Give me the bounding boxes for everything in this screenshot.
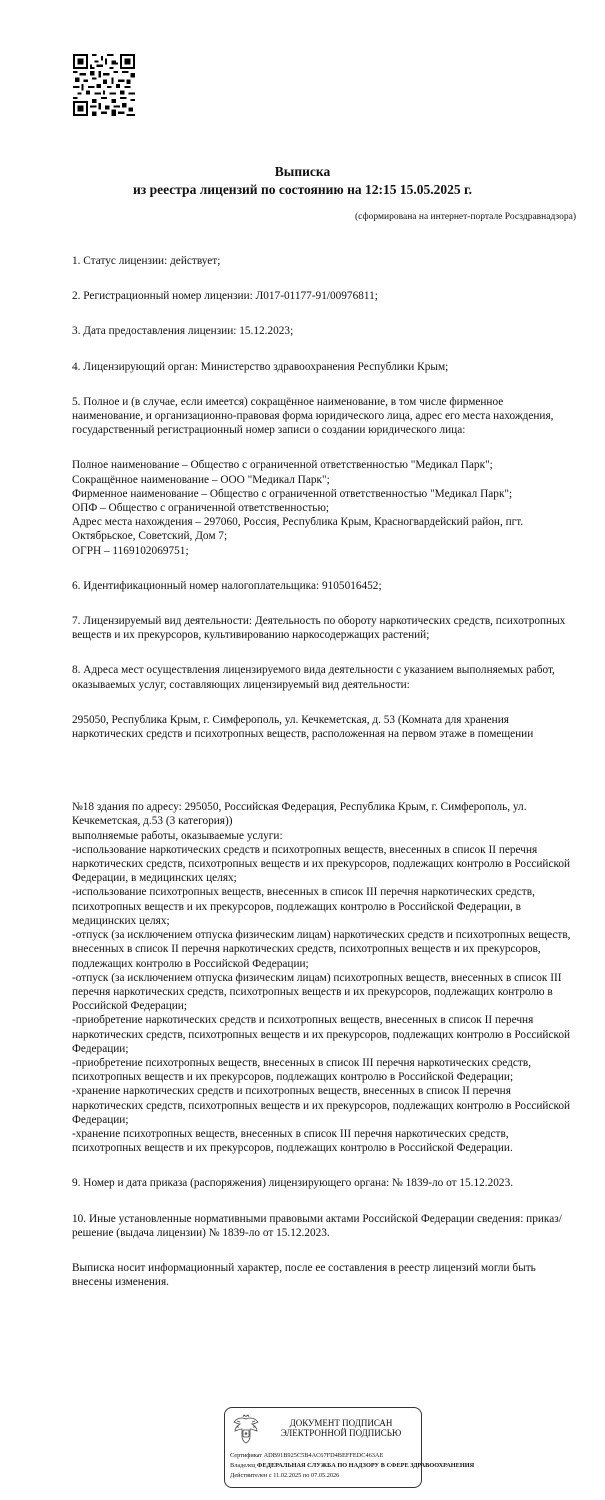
work-item: -хранение психотропных веществ, внесенных в список III перечня наркотических средств, психотропных веществ и их прекурсоров, подлежащих контролю в Российской Федерации. — [72, 1127, 513, 1155]
item-3-date: 3. Дата предоставления лицензии: 15.12.2023; — [72, 325, 294, 338]
item-9-order: 9. Номер и дата приказа (распоряжения) лицензирующего органа: № 1839-ло от 15.12.2023. — [72, 1177, 514, 1190]
signature-title-line-1: ДОКУМЕНТ ПОДПИСАН — [289, 1418, 393, 1428]
validity-period: Действителен с 11.02.2025 по 07.05.2026 — [230, 1472, 340, 1479]
work-item: -использование психотропных веществ, внесенных в список III перечня наркотических средств, психотропных веществ и их прекурсоров, подлежащих контролю в Российской Федерации, в медицинских целях; — [72, 886, 535, 927]
owner-line — [230, 1461, 475, 1471]
signature-info — [230, 1451, 475, 1481]
electronic-signature-stamp — [224, 1407, 475, 1488]
signature-title-line-2: ЭЛЕКТРОННОЙ ПОДПИСЬЮ — [280, 1428, 402, 1438]
works-title: выполняемые работы, оказываемые услуги: — [72, 829, 283, 842]
disclaimer: Выписка носит информационный характер, после ее составления в реестр лицензий могли быть внесены изменения. — [72, 1261, 536, 1289]
activity-address-part-2: №18 здания по адресу: 295050, Российская Федерация, Республика Крым, г. Симферополь, ул. Кечкеметская, д.53 (3 категория)) — [72, 801, 527, 828]
item-4-authority: 4. Лицензирующий орган: Министерство здравоохранения Республики Крым; — [72, 360, 449, 373]
activity-address-part-1: 295050, Республика Крым, г. Симферополь, ул. Кечкеметская, д. 53 (Комната для хранения наркотических средств и психотропных веществ, расположенная на первом этаже в помещении — [72, 713, 534, 741]
certificate-number: Сертификат ADB91B925C5B4AC67FD4BEFFEDC463AE — [230, 1452, 384, 1459]
title-line-1: Выписка — [274, 164, 331, 179]
qr-code — [73, 54, 135, 116]
work-item: -хранение наркотических средств и психотропных веществ, внесенных в список II перечня наркотических средств, психотропных веществ и их прекурсоров, подлежащих контролю в Российской Федерации; — [72, 1085, 571, 1126]
work-item: -отпуск (за исключением отпуска физическим лицам) психотропных веществ, внесенных в список III перечня наркотических средств, психотропных веществ и их прекурсоров, подлежащих контролю в Российской Федерации; — [72, 971, 562, 1013]
document-title — [0, 163, 605, 199]
work-item: -приобретение психотропных веществ, внесенных в список III перечня наркотических средств, психотропных веществ и их прекурсоров, подлежащих контролю в Российской Федерации; — [72, 1056, 532, 1084]
work-item: -приобретение наркотических средств и психотропных веществ, внесенных в список II перечня наркотических средств, психотропных веществ и их прекурсоров, подлежащих контролю в Российской Федерации; — [72, 1014, 571, 1055]
work-item: -отпуск (за исключением отпуска физическим лицам) наркотических средств и психотропных веществ, внесенных в список II перечня наркотических средств, психотропных веществ и их прекурсоров, подлежащих контролю в Российской Федерации; — [72, 929, 571, 970]
owner-name: ФЕДЕРАЛЬНАЯ СЛУЖБА ПО НАДЗОРУ В СФЕРЕ ЗДРАВООХРАНЕНИЯ — [257, 1462, 475, 1469]
work-item: -использование наркотических средств и психотропных веществ, внесенных в список II перечня наркотических средств, психотропных веществ и их прекурсоров, подлежащих контролю в Российской Федерации, в медицинских целях; — [72, 843, 571, 885]
legal-form: ОПФ – Общество с ограниченной ответственностью; — [72, 502, 330, 515]
ogrn: ОГРН – 1169102069751; — [72, 544, 189, 557]
item-8-addresses-heading: 8. Адреса мест осуществления лицензируемого вида деятельности с указанием выполняемых работ, оказываемых услуг, составляющих лицензируемый вид деятельности: — [72, 664, 555, 691]
address: Адрес места нахождения – 297060, Россия, Республика Крым, Красногвардейский район, пгт. Октябрьское, Советский, Дом 7; — [72, 516, 524, 543]
item-10-other: 10. Иные установленные нормативными правовыми актами Российской Федерации сведения: приказ/решение (выдача лицензии) № 1839-ло от 15.12.2023. — [72, 1212, 562, 1239]
document-body — [72, 254, 577, 1289]
item-6-inn: 6. Идентификационный номер налогоплательщика: 9105016452; — [72, 579, 382, 592]
item-1-status: 1. Статус лицензии: действует; — [72, 255, 221, 267]
item-5-name-heading: 5. Полное и (в случае, если имеется) сокращённое наименование, в том числе фирменное наименование, и организационно-правовая форма юридического лица, адрес его места нахождения, государственный регистрационный номер записи о создании юридического лица: — [72, 395, 554, 437]
signature-title — [265, 1418, 417, 1438]
item-7-activity: 7. Лицензируемый вид деятельности: Деятельность по обороту наркотических средств, психотропных веществ и их прекурсоров, культивированию наркосодержащих растений; — [72, 615, 566, 642]
owner-label: Владелец — [230, 1462, 256, 1469]
full-name: Полное наименование – Общество с ограниченной ответственностью "Медикал Парк"; — [72, 459, 493, 472]
short-name: Сокращённое наименование – ООО "Медикал Парк"; — [72, 473, 330, 486]
formed-note: (сформирована на интернет-портале Росздравнадзора) — [355, 212, 576, 222]
brand-name: Фирменное наименование – Общество с ограниченной ответственностью "Медикал Парк"; — [72, 487, 513, 500]
title-line-2: из реестра лицензий по состоянию на 12:15 15.05.2025 г. — [133, 182, 472, 197]
item-2-reg-number: 2. Регистрационный номер лицензии: Л017-01177-91/00976811; — [72, 290, 378, 303]
coat-of-arms-icon — [231, 1414, 261, 1446]
